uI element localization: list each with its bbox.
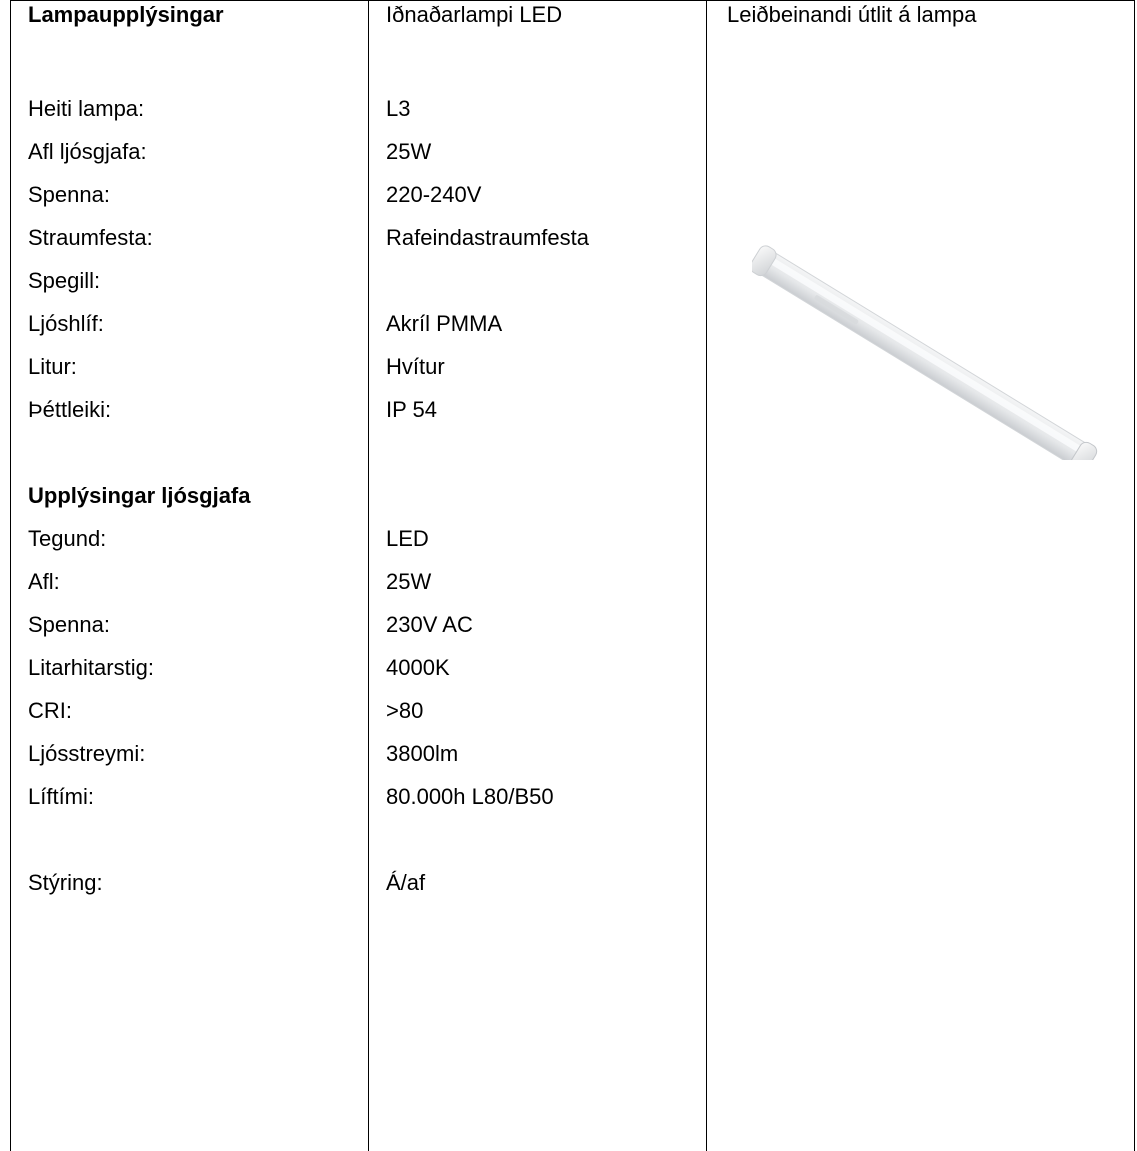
label-color-temperature: Litarhitarstig: [28, 655, 154, 680]
spacer-row [386, 474, 706, 517]
value-lamp-name: L3 [386, 96, 411, 121]
value-luminous-flux: 3800lm [386, 741, 459, 766]
value-power: 25W [386, 569, 432, 594]
label-cri: CRI: [28, 698, 72, 723]
value-cri: >80 [386, 698, 424, 723]
spacer-row [28, 44, 368, 87]
value-diffuser: Akríl PMMA [386, 311, 503, 336]
spacer-row [28, 431, 368, 474]
value-voltage: 220-240V [386, 182, 482, 207]
source-info-heading: Upplýsingar ljósgjafa [28, 483, 251, 508]
value-lifetime: 80.000h L80/B50 [386, 784, 554, 809]
value-ballast: Rafeindastraumfesta [386, 225, 589, 250]
label-diffuser: Ljóshlíf: [28, 311, 104, 336]
value-ip-rating: IP 54 [386, 397, 437, 422]
value-source-power: 25W [386, 139, 432, 164]
spec-table [10, 0, 1135, 1151]
label-source-voltage: Spenna: [28, 612, 110, 637]
appearance-heading: Leiðbeinandi útlit á lampa [727, 2, 977, 27]
spacer-row [386, 44, 706, 87]
label-ip-rating: Þéttleiki: [28, 397, 112, 422]
value-source-voltage: 230V AC [386, 612, 473, 637]
label-voltage: Spenna: [28, 182, 110, 207]
lamp-type-heading: Iðnaðarlampi LED [386, 2, 563, 27]
label-column [28, 1, 368, 904]
image-column [727, 1, 1127, 44]
label-reflector: Spegill: [28, 268, 101, 293]
label-lifetime: Líftími: [28, 784, 95, 809]
value-column [386, 1, 706, 904]
lamp-info-heading: Lampaupplýsingar [28, 2, 224, 27]
value-control: Á/af [386, 870, 426, 895]
spacer-row [386, 431, 706, 474]
spacer-row [386, 818, 706, 861]
column-divider [706, 1, 707, 1151]
label-source-power: Afl ljósgjafa: [28, 139, 147, 164]
label-ballast: Straumfesta: [28, 225, 153, 250]
label-type: Tegund: [28, 526, 107, 551]
label-power: Afl: [28, 569, 60, 594]
value-color: Hvítur [386, 354, 445, 379]
label-luminous-flux: Ljósstreymi: [28, 741, 146, 766]
label-color: Litur: [28, 354, 77, 379]
led-batten-lamp-image [752, 230, 1102, 460]
value-reflector [386, 259, 706, 302]
label-control: Stýring: [28, 870, 103, 895]
value-color-temperature: 4000K [386, 655, 450, 680]
spacer-row [28, 818, 368, 861]
column-divider [368, 1, 369, 1151]
label-lamp-name: Heiti lampa: [28, 96, 145, 121]
value-type: LED [386, 526, 429, 551]
